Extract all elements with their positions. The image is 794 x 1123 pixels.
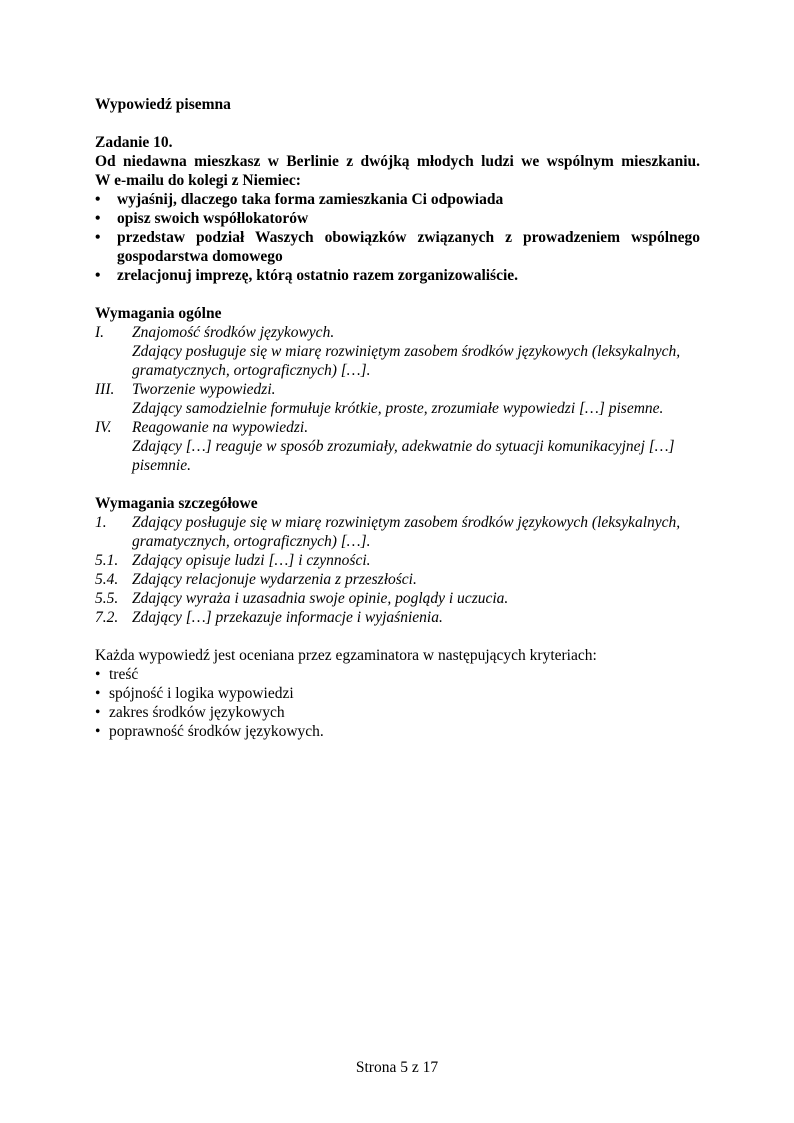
task-intro-line1: Od niedawna mieszkasz w Berlinie z dwójką młodych ludzi we wspólnym mieszkaniu.: [95, 153, 700, 170]
bullet-icon: •: [95, 666, 101, 683]
detailed-requirements-list: [95, 513, 700, 627]
task-title: Zadanie 10.: [95, 134, 173, 151]
list-item: • zakres środków językowych: [95, 704, 285, 721]
list-item: • wyjaśnij, dlaczego taka forma zamieszkania Ci odpowiada: [95, 191, 504, 208]
detailed-requirements-title: Wymagania szczegółowe: [95, 495, 258, 512]
detailed-requirement-item: 7.2. Zdający […] przekazuje informacje i wyjaśnienia.: [95, 609, 443, 626]
task-bullet-list: [95, 190, 700, 285]
detailed-requirement-item: 5.5. Zdający wyraża i uzasadnia swoje opinie, poglądy i uczucia.: [95, 590, 509, 607]
list-item: • przedstaw podział Waszych obowiązków związanych z prowadzeniem wspólnego gospodarstwa domowego: [95, 229, 700, 265]
bullet-icon: •: [95, 210, 101, 227]
general-requirements-list: [95, 323, 700, 475]
detailed-requirement-item: 5.1. Zdający opisuje ludzi […] i czynności.: [95, 552, 371, 569]
bullet-icon: •: [95, 723, 101, 740]
bullet-icon: •: [95, 704, 101, 721]
task-intro-line2: W e-mailu do kolegi z Niemiec:: [95, 172, 301, 189]
general-requirement-item: I. Znajomość środków językowych. Zdający posługuje się w miarę rozwiniętym zasobem środków językowych (leksykalnych, gramatycznych, ortograficznych) […].: [95, 324, 681, 379]
list-item: • treść: [95, 666, 139, 683]
list-item: • zrelacjonuj imprezę, którą ostatnio razem zorganizowaliście.: [95, 267, 519, 284]
list-item: • poprawność środków językowych.: [95, 723, 324, 740]
general-requirement-item: IV. Reagowanie na wypowiedzi. Zdający […] reaguje w sposób zrozumiały, adekwatnie do sytuacji komunikacyjnej […] pisemnie.: [95, 419, 675, 474]
criteria-intro: Każda wypowiedź jest oceniana przez egzaminatora w następujących kryteriach:: [95, 647, 597, 664]
detailed-requirement-item: 1. Zdający posługuje się w miarę rozwiniętym zasobem środków językowych (leksykalnych, gramatycznych, ortograficznych) […].: [95, 514, 681, 550]
bullet-icon: •: [95, 191, 101, 208]
bullet-icon: •: [95, 267, 101, 284]
bullet-icon: •: [95, 229, 101, 246]
section-title: Wypowiedź pisemna: [95, 96, 231, 113]
list-item: • spójność i logika wypowiedzi: [95, 685, 294, 702]
general-requirements-title: Wymagania ogólne: [95, 305, 222, 322]
general-requirement-item: III. Tworzenie wypowiedzi. Zdający samodzielnie formułuje krótkie, proste, zrozumiałe wypowiedzi […] pisemne.: [95, 381, 664, 417]
detailed-requirement-item: 5.4. Zdający relacjonuje wydarzenia z przeszłości.: [95, 571, 417, 588]
list-item: • opisz swoich współlokatorów: [95, 210, 309, 227]
criteria-list: [95, 665, 700, 741]
bullet-icon: •: [95, 685, 101, 702]
page-number: Strona 5 z 17: [355, 1059, 439, 1076]
page-content: [95, 95, 700, 741]
